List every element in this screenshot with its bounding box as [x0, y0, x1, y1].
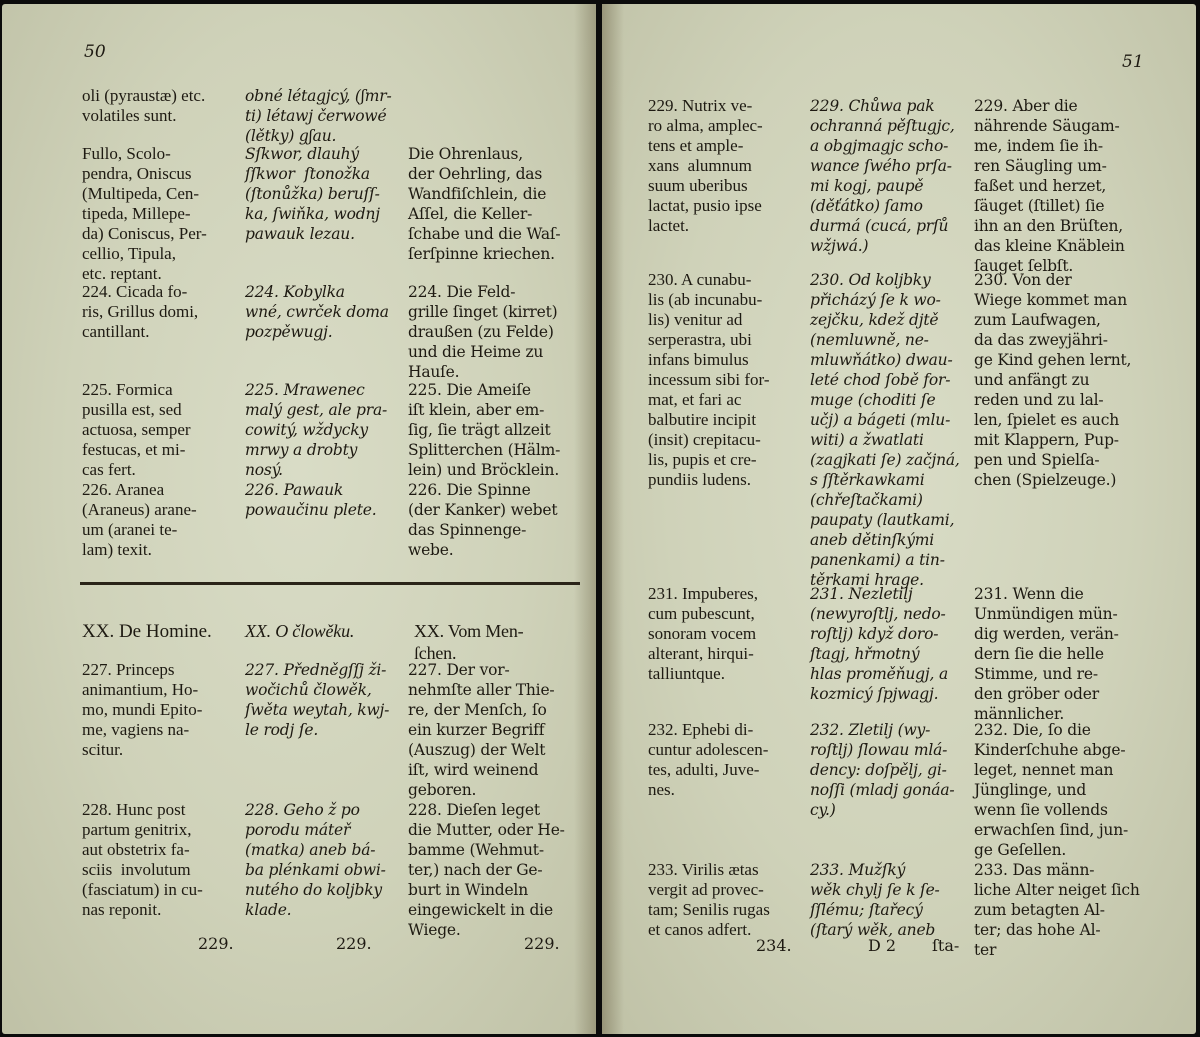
gutter-shadow	[574, 4, 596, 1034]
german-text: 228. Dieſen leget die Mutter, oder He- bamme (Wehmut- ter,) nach der Ge- burt in Windeln eingewickelt in die Wiege.	[408, 801, 565, 939]
latin-text: 228. Hunc post partum genitrix, aut obstetrix fa- sciis involutum (fasciatum) in cu- nas reponit.	[82, 800, 203, 919]
catchword: 229.	[524, 934, 560, 953]
german-text: 229. Aber die nährende Säugam- me, indem ſie ih- ren Säugling um- faßet und herzet, ſäuget (ſtillet) ſie ihn an den Brüſten, das kleine Knäblein ſauget ſelbſt.	[974, 97, 1125, 275]
latin-text: 224. Cicada fo- ris, Grillus domi, cantillant.	[82, 282, 199, 341]
czech-text: 233. Mužſký wěk chylj ſe k ſe- ſſlému; ſtařecý (ſtarý wěk, aneb	[810, 861, 940, 939]
latin-text: 229. Nutrix ve- ro alma, amplec- tens et ample- xans alumnum suum uberibus lactat, pusio ipse lactet.	[648, 96, 763, 235]
german-text: 233. Das männ- liche Alter neiget ſich zum betagten Al- ter; das hohe Al- ter	[974, 861, 1140, 959]
german-text: 231. Wenn die Unmündigen mün- dig werden, verän- dern ſie die helle Stimme, und re- den gröber oder männlicher.	[974, 585, 1119, 723]
section-heading-latin: XX. De Homine.	[82, 621, 212, 642]
catchword: 229.	[198, 934, 234, 953]
german-text: 227. Der vor- nehmſte aller Thie- re, der Menſch, ſo ein kurzer Begriff (Auszug) der Welt iſt, wird weinend geboren.	[408, 661, 555, 799]
german-text: Die Ohrenlaus, der Oehrling, das Wandfiſchlein, die Aſſel, die Keller- ſchabe und die Waſ- ſerſpinne kriechen.	[408, 145, 561, 263]
german-text: 224. Die Feld- grille ſinget (kirret) draußen (zu Felde) und die Heime zu Hauſe.	[408, 283, 558, 381]
latin-text: 230. A cunabu- lis (ab incunabu- lis) venitur ad serperastra, ubi infans bimulus incessum sibi for- mat, et fari ac balbutire incipit (insit) crepitacu- lis, pupis et cre- pundiis ludens.	[648, 270, 770, 489]
czech-text: Sſkwor, dlauhý ſſkwor ſtonožka (ſtonůžka) beruſſ- ka, ſwiňka, wodnj pawauk lezau.	[245, 145, 380, 243]
czech-text: obné létagjcý, (ʃmr- ti) létawj čerwowé (lětky) gʃau.	[245, 87, 392, 145]
right-page	[602, 4, 1196, 1034]
czech-text: 229. Chůwa pak ochranná pěſtugjc, a obgjmagjc scho- wance ſwého prſa- mi kogj, paupě (děťátko) ſamo durmá (cucá, prſů wžjwá.)	[810, 97, 955, 255]
german-text: 225. Die Ameiſe iſt klein, aber em- ſig, ſie trägt allzeit Splitterchen (Hälm- lein) und Bröcklein. 226. Die Spinne (der Kanker) webet das Spinnenge- webe.	[408, 381, 561, 559]
czech-text: 230. Od koljbky přicházý ſe k wo- zejčku, kdež djtě (nemluwně, ne- mluwňátko) dwau- leté chod ſobě for- muge (choditi ſe učj) a bágeti (mlu- witi) a žwatlati (zagjkati ſe) začjná, s ſſtěrkawkami (chřeſtačkami) paupaty (lautkami, aneb dětinſkými panenkami) a tin- těrkami hrage.	[810, 271, 960, 589]
latin-text: 227. Princeps animantium, Ho- mo, mundi Epito- me, vagiens na- scitur.	[82, 660, 203, 759]
latin-text: 233. Virilis ætas vergit ad provec- tam; Senilis rugas et canos adfert.	[648, 860, 770, 939]
section-rule	[80, 582, 580, 585]
latin-text: 232. Ephebi di- cuntur adolescen- tes, adulti, Juve- nes.	[648, 720, 769, 799]
catchword: 234.	[756, 936, 792, 955]
czech-text: 228. Geho ž po porodu máteř (matka) aneb bá- ba plénkami obwi- nutého do koljbky klade.	[245, 801, 386, 919]
page-number: 51	[1122, 52, 1144, 72]
latin-text: Fullo, Scolo- pendra, Oniscus (Multipeda, Cen- tipeda, Millepe- da) Coniscus, Per- cellio, Tipula, etc. reptant.	[82, 144, 207, 283]
czech-text: 224. Kobylka wné, cwrček doma pozpěwugj.	[245, 283, 389, 341]
page-number: 50	[84, 42, 106, 62]
catchword: ſta-	[932, 936, 960, 955]
german-text: 232. Die, ſo die Kinderſchuhe abge- leget, nennet man Jünglinge, und wenn ſie vollends erwachſen ſind, jun- ge Geſellen.	[974, 721, 1129, 859]
latin-text: oli (pyraustæ) etc. volatiles sunt.	[82, 86, 206, 125]
czech-text: 231. Nezletilj (newyroſtlj, nedo- roſtlj) když doro- ſtagj, hřmotný hlas proměňugj, a kozmicý ſpjwagj.	[810, 585, 948, 703]
czech-text: 227. Předněgſſj ži- wočichů člowěk, ſwěta weytah, kwj- le rodj ſe.	[245, 661, 390, 739]
section-heading-czech: XX. O člowěku.	[245, 621, 355, 641]
latin-text: 231. Impuberes, cum pubescunt, sonoram vocem alterant, hirqui- talliuntque.	[648, 584, 759, 683]
left-page	[2, 4, 596, 1034]
section-heading-german: XX. Vom Men- ſchen.	[414, 621, 524, 663]
signature-mark: D 2	[868, 936, 897, 955]
catchword: 229.	[336, 934, 372, 953]
latin-text: 225. Formica pusilla est, sed actuosa, semper festucas, et mi- cas fert. 226. Aranea (Araneus) arane- um (aranei te- lam) texit.	[82, 380, 197, 559]
gutter-shadow	[602, 4, 624, 1034]
czech-text: 232. Zletilj (wy- roſtlj) ſlowau mlá- dency: doſpělj, gi- noſſi (mladj gonáa- cy.)	[810, 721, 955, 819]
czech-text: 225. Mrawenec malý gest, ale pra- cowitý, wždycky mrwy a drobty nosý. 226. Pawauk powaučinu plete.	[245, 381, 388, 519]
german-text: 230. Von der Wiege kommet man zum Laufwagen, da das zweyjähri- ge Kind gehen lernt, und anfängt zu reden und zu lal- len, ſpielet es auch mit Klappern, Pup- pen und Spielſa- chen (Spielzeuge.)	[974, 271, 1132, 489]
